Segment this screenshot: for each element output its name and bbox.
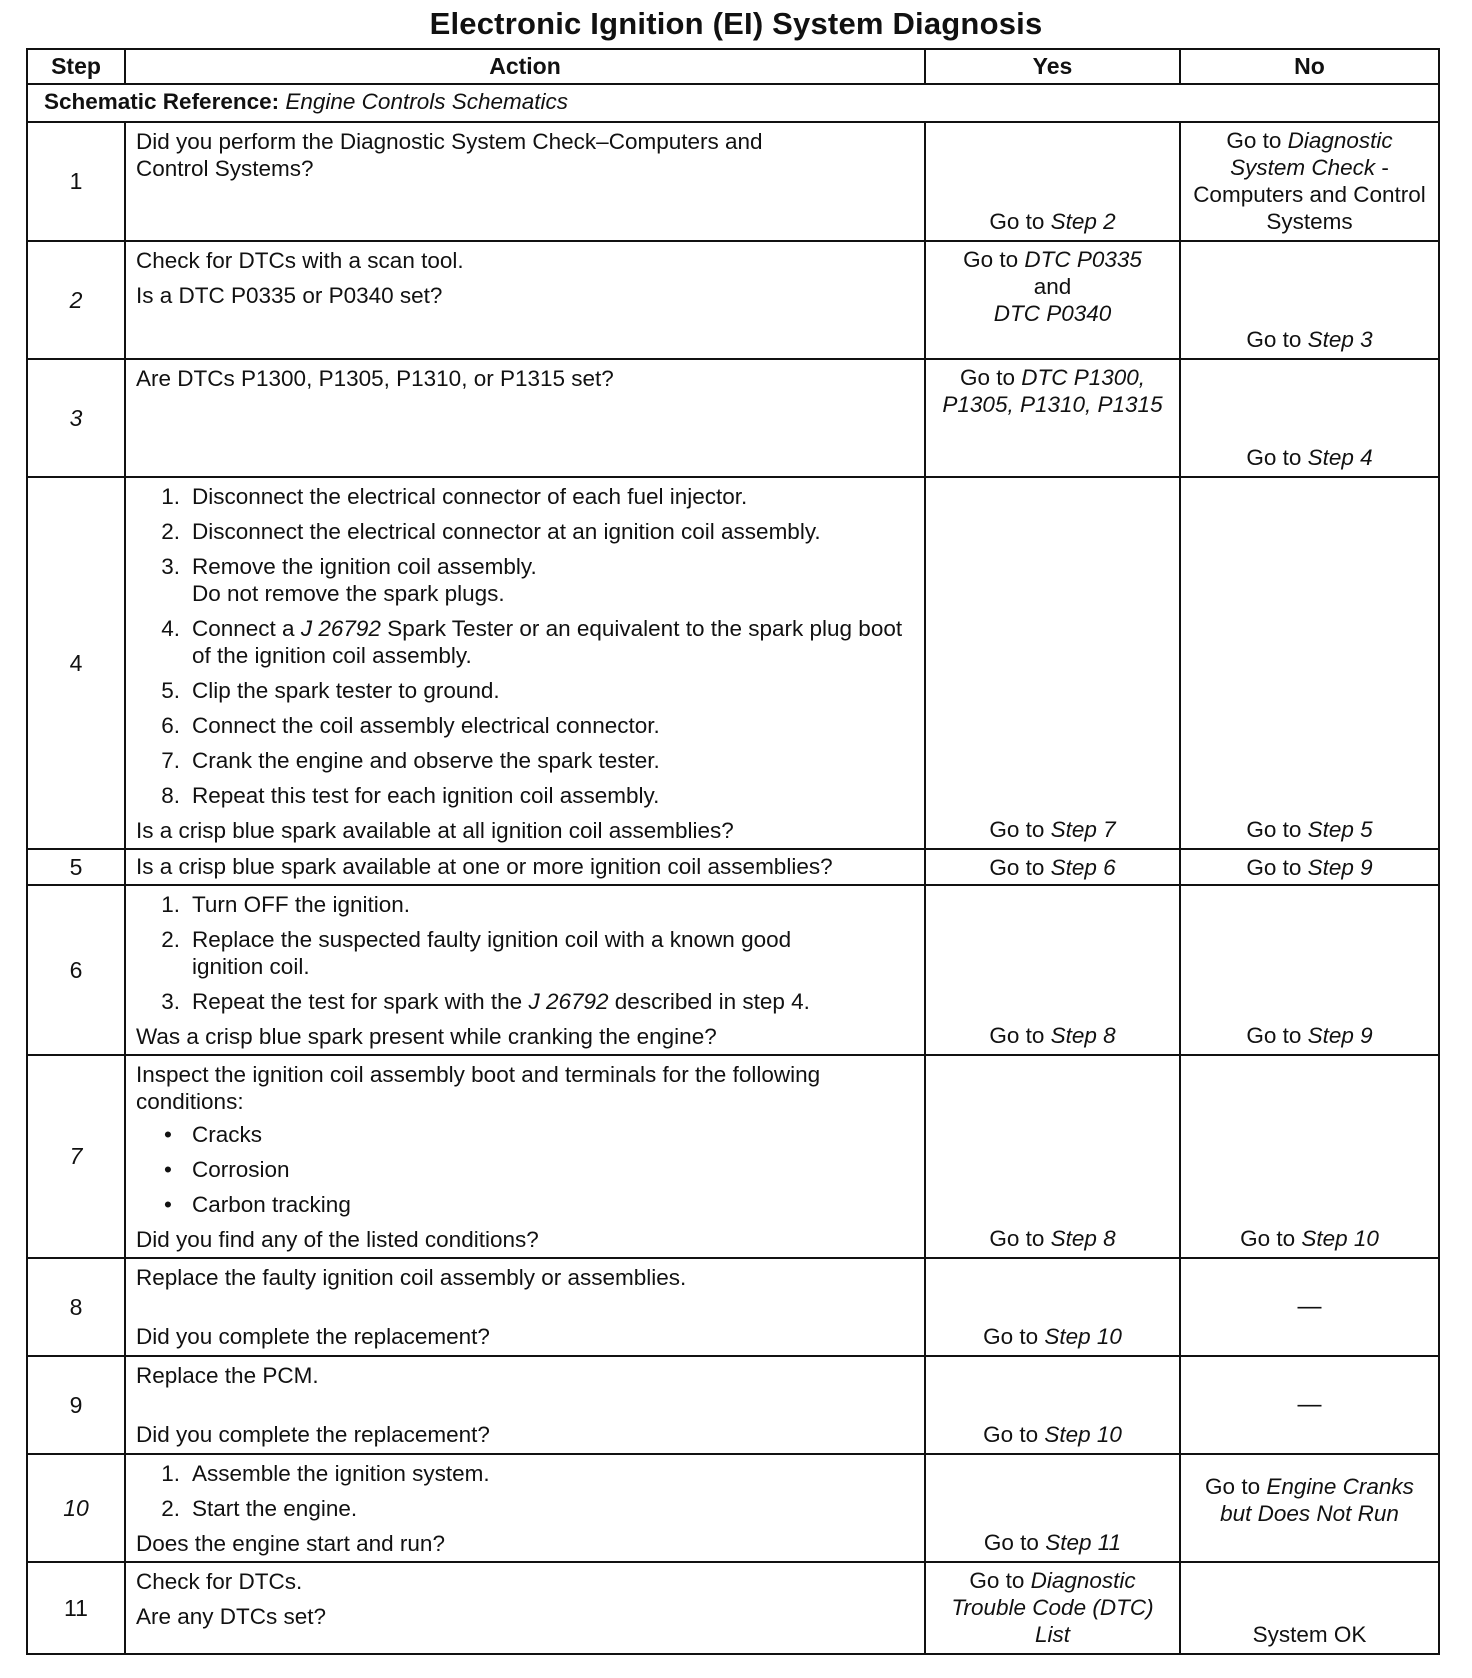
action-text: Check for DTCs with a scan tool. [136,248,464,273]
no-prefix: Go to [1246,1023,1302,1048]
yes-cell [925,1562,1180,1654]
no-suffix: - Computers and Control Systems [1193,155,1426,234]
step-row-11 [27,1562,1439,1654]
page-title: Electronic Ignition (EI) System Diagnosis [429,6,1043,41]
action-cell [125,1055,925,1258]
step-row-7 [27,1055,1439,1258]
step-number: 3 [27,359,125,477]
diagnosis-table [26,48,1440,1655]
yes-prefix: Go to [989,817,1045,842]
list-item: • Cracks [164,1122,263,1147]
step-row-8 [27,1258,1439,1356]
no-prefix: Go to [1246,854,1302,880]
list-item: 2. Disconnect the electrical connector at an ignition coil assembly. [161,519,821,544]
header-no: No [1180,49,1439,84]
list-item: 3. Remove the ignition coil assembly. Do not remove the spark plugs. [161,554,537,606]
tool-reference: J 26792 [528,989,609,1014]
step-row-3 [27,359,1439,477]
step-row-6 [27,885,1439,1055]
no-link[interactable]: Step 3 [1307,327,1373,352]
no-cell [1180,122,1439,241]
action-cell [125,241,925,359]
yes-cell [925,122,1180,241]
question-text: Is a crisp blue spark available at one or more ignition coil assemblies? [136,854,833,879]
list-item: 3. Repeat the test for spark with the J 26792 described in step 4. [161,989,810,1014]
step-number: 9 [27,1356,125,1454]
no-prefix: Go to [1226,128,1282,153]
step-number: 2 [27,241,125,359]
no-cell: — [1180,1356,1439,1454]
question-text: Did you perform the Diagnostic System Check–Computers and Control Systems? [136,129,763,181]
list-item: 1. Assemble the ignition system. [161,1461,490,1486]
no-prefix: Go to [1246,817,1302,842]
yes-prefix: Go to [959,365,1015,390]
action-cell [125,1356,925,1454]
yes-cell [925,359,1180,477]
question-text: Did you complete the replacement? [136,1422,490,1447]
list-item: • Carbon tracking [164,1192,351,1217]
question-text: Is a crisp blue spark available at all ignition coil assemblies? [136,818,734,843]
list-item: 2. Start the engine. [161,1496,358,1521]
action-text: Inspect the ignition coil assembly boot and terminals for the following conditions: [136,1062,821,1114]
step-number: 1 [27,122,125,241]
tool-reference: J 26792 [300,616,381,641]
no-cell [1180,359,1439,477]
action-text: Check for DTCs. [136,1569,303,1594]
step-row-9 [27,1356,1439,1454]
action-cell [125,477,925,849]
action-list [136,483,914,809]
yes-link[interactable]: Step 8 [1050,1023,1116,1048]
no-prefix: Go to [1246,327,1302,352]
action-list [136,1460,914,1522]
schematic-label: Schematic Reference: [44,89,280,114]
yes-link[interactable]: Step 6 [1050,854,1116,880]
step-row-10 [27,1454,1439,1562]
list-item: • Corrosion [164,1157,290,1182]
yes-prefix: Go to [969,1568,1025,1593]
list-item: 5. Clip the spark tester to ground. [161,678,500,703]
list-item: 2. Replace the suspected faulty ignition coil with a known good ignition coil. [161,927,792,979]
schematic-reference-row [27,84,1439,122]
no-link[interactable]: Step 10 [1301,1226,1379,1251]
yes-cell [925,849,1180,885]
yes-link[interactable]: Step 2 [1050,209,1116,234]
no-prefix: Go to [1240,1226,1296,1251]
step-number: 11 [27,1562,125,1654]
action-text: Replace the PCM. [136,1363,319,1388]
list-item: 1. Disconnect the electrical connector of each fuel injector. [161,484,748,509]
yes-link[interactable]: Step 10 [1044,1324,1122,1349]
no-link[interactable]: Step 4 [1307,445,1373,470]
action-list [136,891,914,1015]
step-row-4 [27,477,1439,849]
yes-cell [925,1356,1180,1454]
schematic-reference [27,84,1439,122]
action-cell [125,359,925,477]
yes-prefix: Go to [983,1530,1039,1555]
step-number: 7 [27,1055,125,1258]
yes-prefix: Go to [989,1226,1045,1251]
no-cell [1180,849,1439,885]
action-cell [125,885,925,1055]
question-text: Did you find any of the listed conditions? [136,1227,539,1252]
step-number: 4 [27,477,125,849]
yes-link[interactable]: Step 11 [1045,1530,1122,1555]
yes-prefix: Go to [963,247,1019,272]
list-item: 1. Turn OFF the ignition. [161,892,411,917]
action-cell [125,122,925,241]
step-number: 5 [27,849,125,885]
question-text: Are any DTCs set? [136,1604,327,1629]
no-cell [1180,1454,1439,1562]
action-cell [125,1454,925,1562]
yes-link-2[interactable]: DTC P0340 [993,301,1112,326]
step-row-1 [27,122,1439,241]
header-row [27,49,1439,84]
question-text: Does the engine start and run? [136,1531,445,1556]
no-cell: System OK [1180,1562,1439,1654]
no-cell [1180,885,1439,1055]
yes-cell [925,477,1180,849]
yes-link[interactable]: Diagnostic Trouble Code (DTC) List [951,1568,1154,1647]
no-link[interactable]: Engine Cranks but Does Not Run [1220,1474,1414,1526]
yes-and: and [1033,274,1072,299]
yes-prefix: Go to [983,1422,1039,1447]
no-cell [1180,241,1439,359]
yes-prefix: Go to [989,854,1045,880]
step-row-2 [27,241,1439,359]
yes-prefix: Go to [989,1023,1045,1048]
no-link[interactable]: Diagnostic System Check [1230,128,1393,180]
action-cell [125,849,925,885]
action-cell [125,1258,925,1356]
no-cell [1180,477,1439,849]
condition-list [136,1121,914,1218]
yes-link[interactable]: DTC P1300, P1305, P1310, P1315 [942,365,1163,417]
no-prefix: Go to [1246,445,1302,470]
question-text: Is a DTC P0335 or P0340 set? [136,283,443,308]
header-yes: Yes [925,49,1180,84]
yes-cell [925,1055,1180,1258]
yes-prefix: Go to [983,1324,1039,1349]
action-cell [125,1562,925,1654]
no-cell: — [1180,1258,1439,1356]
no-link[interactable]: Step 9 [1307,1023,1373,1048]
schematic-link[interactable]: Engine Controls Schematics [285,89,569,114]
question-text: Are DTCs P1300, P1305, P1310, or P1315 set? [136,366,614,391]
yes-cell [925,241,1180,359]
yes-cell [925,1454,1180,1562]
header-step: Step [27,49,125,84]
question-text: Was a crisp blue spark present while cranking the engine? [136,1024,717,1049]
no-link[interactable]: Step 9 [1307,854,1373,880]
yes-link[interactable]: Step 7 [1050,817,1116,842]
action-text: Replace the faulty ignition coil assembly or assemblies. [136,1265,687,1290]
no-cell [1180,1055,1439,1258]
step-number: 10 [27,1454,125,1562]
yes-cell [925,885,1180,1055]
step-number: 6 [27,885,125,1055]
yes-link[interactable]: DTC P0335 [1024,247,1142,272]
no-prefix: Go to [1205,1474,1261,1499]
yes-prefix: Go to [989,209,1045,234]
no-link[interactable]: Step 5 [1307,817,1373,842]
list-item: 4. Connect a J 26792 Spark Tester or an equivalent to the spark plug boot of the ignition coil assembly. [161,616,903,668]
yes-cell [925,1258,1180,1356]
yes-link[interactable]: Step 8 [1050,1226,1116,1251]
yes-link[interactable]: Step 10 [1044,1422,1122,1447]
header-action: Action [125,49,925,84]
list-item: 8. Repeat this test for each ignition coil assembly. [161,783,660,808]
list-item: 6. Connect the coil assembly electrical connector. [161,713,660,738]
question-text: Did you complete the replacement? [136,1324,490,1349]
list-item: 7. Crank the engine and observe the spark tester. [161,748,660,773]
step-number: 8 [27,1258,125,1356]
step-row-5 [27,849,1439,885]
